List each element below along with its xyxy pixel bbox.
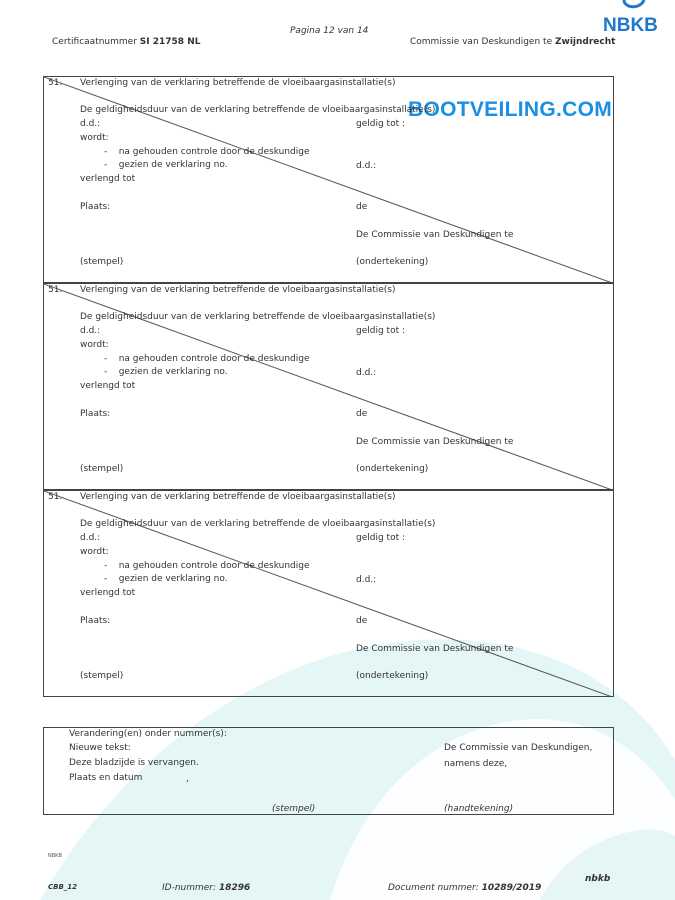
page-number: Pagina 12 van 14 [290,26,369,36]
de-label: de [356,616,368,626]
changes-stamp: (stempel) [272,804,316,814]
signature-label: (ondertekening) [356,257,429,267]
commission-prefix: Commissie van Deskundigen te [410,37,553,47]
validity-text: De geldigheidsduur van de verklaring betreffende de vloeibaargasinstallatie(s) [80,519,436,529]
dd2-label: d.d.: [356,575,377,585]
footer-small-logo: NBKB [48,853,62,859]
stamp-label: (stempel) [80,464,124,474]
extension-block-3 [43,490,614,697]
form-code: CBB_12 [48,883,78,891]
changes-signature: (handtekening) [444,804,514,814]
stamp-label: (stempel) [80,671,124,681]
dd-label: d.d.: [80,326,101,336]
logo-arc-icon [600,0,670,14]
commission-place: Zwijndrecht [554,37,616,47]
place-label: Plaats: [80,202,111,212]
changes-commission: De Commissie van Deskundigen, [444,743,593,753]
valid-until-label: geldig tot : [356,533,405,543]
commission-label: De Commissie van Deskundigen te [356,644,514,654]
block-title: Verlenging van de verklaring betreffende de vloeibaargasinstallatie(s) [80,492,396,502]
extension-block-2 [43,283,614,490]
wordt-label: wordt: [80,340,109,350]
certificate-number: SI 21758 NL [139,37,201,47]
bullet-declaration: - gezien de verklaring no. [104,367,228,377]
signature-label: (ondertekening) [356,464,429,474]
replaced-label: Deze bladzijde is vervangen. [69,758,199,768]
dd2-label: d.d.: [356,368,377,378]
certificate-number-line [52,37,200,47]
on-behalf-label: namens deze, [444,759,508,769]
place-label: Plaats: [80,409,111,419]
bullet-declaration: - gezien de verklaring no. [104,160,228,170]
block-number: 51. [48,285,63,295]
place-date-label: Plaats en datum [69,773,143,783]
place-date-comma: , [186,774,189,784]
new-text-label: Nieuwe tekst: [69,743,131,753]
block-title: Verlenging van de verklaring betreffende de vloeibaargasinstallatie(s) [80,285,396,295]
signature-label: (ondertekening) [356,671,429,681]
de-label: de [356,409,368,419]
de-label: de [356,202,368,212]
certificate-label: Certificaatnummer [52,37,137,47]
bullet-inspection: - na gehouden controle door de deskundige [104,147,310,157]
block-number: 51. [48,492,63,502]
wordt-label: wordt: [80,133,109,143]
bullet-inspection: - na gehouden controle door de deskundige [104,561,310,571]
bullet-declaration: - gezien de verklaring no. [104,574,228,584]
valid-until-label: geldig tot : [356,326,405,336]
commission-label: De Commissie van Deskundigen te [356,437,514,447]
commission-header [410,37,615,47]
validity-text: De geldigheidsduur van de verklaring betreffende de vloeibaargasinstallatie(s) [80,312,436,322]
block-number: 51. [48,78,63,88]
extended-label: verlengd tot [80,588,136,598]
bullet-inspection: - na gehouden controle door de deskundige [104,354,310,364]
dd2-label: d.d.: [356,161,377,171]
id-number: ID-nummer: 18296 [162,883,251,893]
extended-label: verlengd tot [80,174,136,184]
document-number: Document nummer: 10289/2019 [388,883,542,893]
footer-brand: nbkb [585,874,611,884]
watermark: BOOTVEILING.COM [408,98,612,121]
nbkb-logo: NBKB [600,0,670,40]
place-label: Plaats: [80,616,111,626]
changes-title: Verandering(en) onder nummer(s): [69,729,227,739]
commission-label: De Commissie van Deskundigen te [356,230,514,240]
stamp-label: (stempel) [80,257,124,267]
valid-until-label: geldig tot : [356,119,405,129]
extended-label: verlengd tot [80,381,136,391]
wordt-label: wordt: [80,547,109,557]
block-title: Verlenging van de verklaring betreffende de vloeibaargasinstallatie(s) [80,78,396,88]
changes-box [43,727,614,815]
dd-label: d.d.: [80,533,101,543]
dd-label: d.d.: [80,119,101,129]
extension-block-1 [43,76,614,283]
validity-text: De geldigheidsduur van de verklaring betreffende de vloeibaargasinstallatie(s) [80,105,436,115]
